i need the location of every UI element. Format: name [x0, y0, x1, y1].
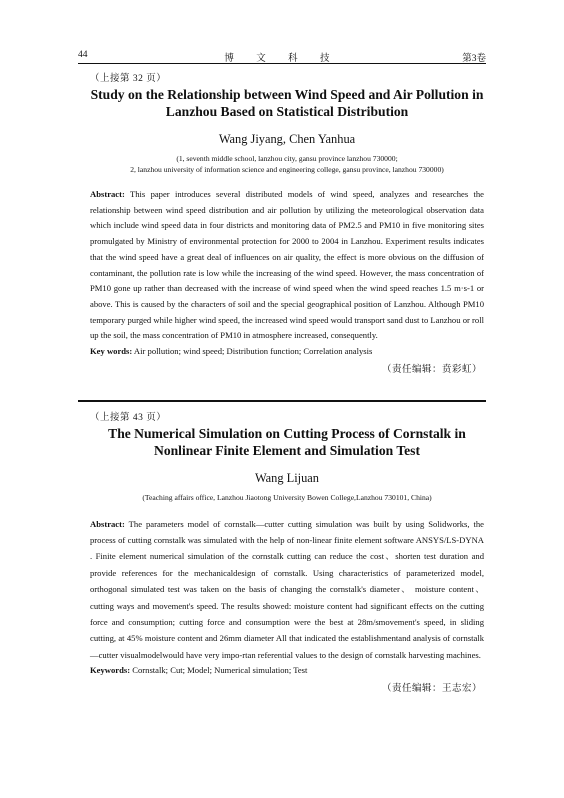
- article-authors: Wang Jiyang, Chen Yanhua: [218, 132, 356, 147]
- abstract-text: The parameters model of cornstalk—cutter cutting simulation was built by using Solidworks, the process of cutting cornstalk was simulated with the help of non-linear finite element software ANSYS/LS-DYNA . Finite element numerical simulation of the cornstalk cutting can reduce the cost、shorten test duration and provide references for the mechanicaldesign of cornstalk. Using characteristics of parameterized model, orthogonal simulated test was taken on the basis of changing the cornstalk's diameter、 moisture content、 cutting ways and movement's speed. The results showed: moisture content had significant effects on the cutting force and consumption; cutting force and consumption were the best at 28m/smovement's speed, in sliding cutting, at 45% moisture content and 26mm diameter All that indicated the establishmentand analysis of cornstalk—cutter visualmodelwould have very impo-rtan referential values to the design of cornstalk harvesting machines.: [90, 518, 484, 660]
- article-title-line: Study on the Relationship between Wind Speed and Air Pollution in: [90, 87, 484, 102]
- affiliation-line: (Teaching affairs office, Lanzhou Jiaotong University Bowen College,Lanzhou 730101, China): [142, 493, 432, 503]
- continued-note: （上接第 32 页）: [90, 74, 167, 84]
- article-authors: Wang Lijuan: [254, 471, 320, 486]
- keywords-label: Key words:: [90, 346, 133, 357]
- article-title: [90, 87, 484, 120]
- article-wind-speed: [90, 70, 484, 375]
- article-abstract: [90, 516, 484, 664]
- volume-number: 第3卷: [462, 54, 486, 64]
- keywords-text: Air pollution; wind speed; Distribution function; Correlation analysis: [132, 346, 373, 357]
- journal-name: 博 文 科 技: [224, 54, 340, 64]
- article-affiliation: [90, 493, 484, 503]
- header-rule: [78, 63, 486, 64]
- affiliation-line: 2, lanzhou university of information science and engineering college, gansu province, lanzhou 730000): [130, 164, 444, 174]
- article-cornstalk: [90, 409, 484, 694]
- article-title: [90, 426, 484, 459]
- keywords-text: Cornstalk; Cut; Model; Numerical simulation; Test: [130, 665, 308, 676]
- article-keywords: [90, 344, 484, 359]
- continued-note: （上接第 43 页）: [90, 413, 167, 423]
- responsible-editor: （责任编辑：贲彩虹）: [381, 365, 482, 376]
- article-affiliation: [90, 154, 484, 175]
- article-keywords: [90, 663, 484, 678]
- article-title-line: The Numerical Simulation on Cutting Process of Cornstalk in: [108, 426, 466, 441]
- abstract-label: Abstract:: [90, 189, 125, 199]
- article-abstract: [90, 187, 484, 344]
- running-head: [78, 50, 486, 64]
- article-title-line: Nonlinear Finite Element and Simulation Test: [154, 442, 420, 458]
- keywords-label: Keywords:: [90, 665, 131, 676]
- article-title-line: Lanzhou Based on Statistical Distribution: [165, 103, 409, 119]
- page-number: 44: [78, 50, 88, 60]
- article-divider: [78, 400, 486, 402]
- abstract-label: Abstract:: [90, 518, 125, 529]
- affiliation-line: (1, seventh middle school, lanzhou city, gansu province lanzhou 730000;: [176, 154, 398, 164]
- responsible-editor: （责任编辑：王志宏）: [381, 684, 482, 695]
- abstract-text: This paper introduces several distributed models of wind speed, analyzes and researches the relationship between wind speed distribution and air pollution by utilizing the meteorological observation data which include wind speed data in four districts and monitoring data of PM2.5 and PM10 in five monitoring sites promulgated by Ministry of environmental protection for 2000 to 2004 in Lanzhou. Experiment results indicates that the wind speed have a great deal of influences on air quality, the effect is more obvious on the diffusion of contaminant, the pollution rate is low while the increasing of the wind speed. However, the mass concentration of PM10 gone up rather than decreased with the increase of wind speed when the wind speed reaches 1.5 m·s-1 or above. This is caused by the characters of soil and the special geographical position of Lanzhou. Although PM10 temporary purged while higher wind speed, the increased wind speed would transport sand dust to Lanzhou or roll up the soil, the mass concentration of PM10 in atmosphere increased, consequently.: [90, 189, 484, 341]
